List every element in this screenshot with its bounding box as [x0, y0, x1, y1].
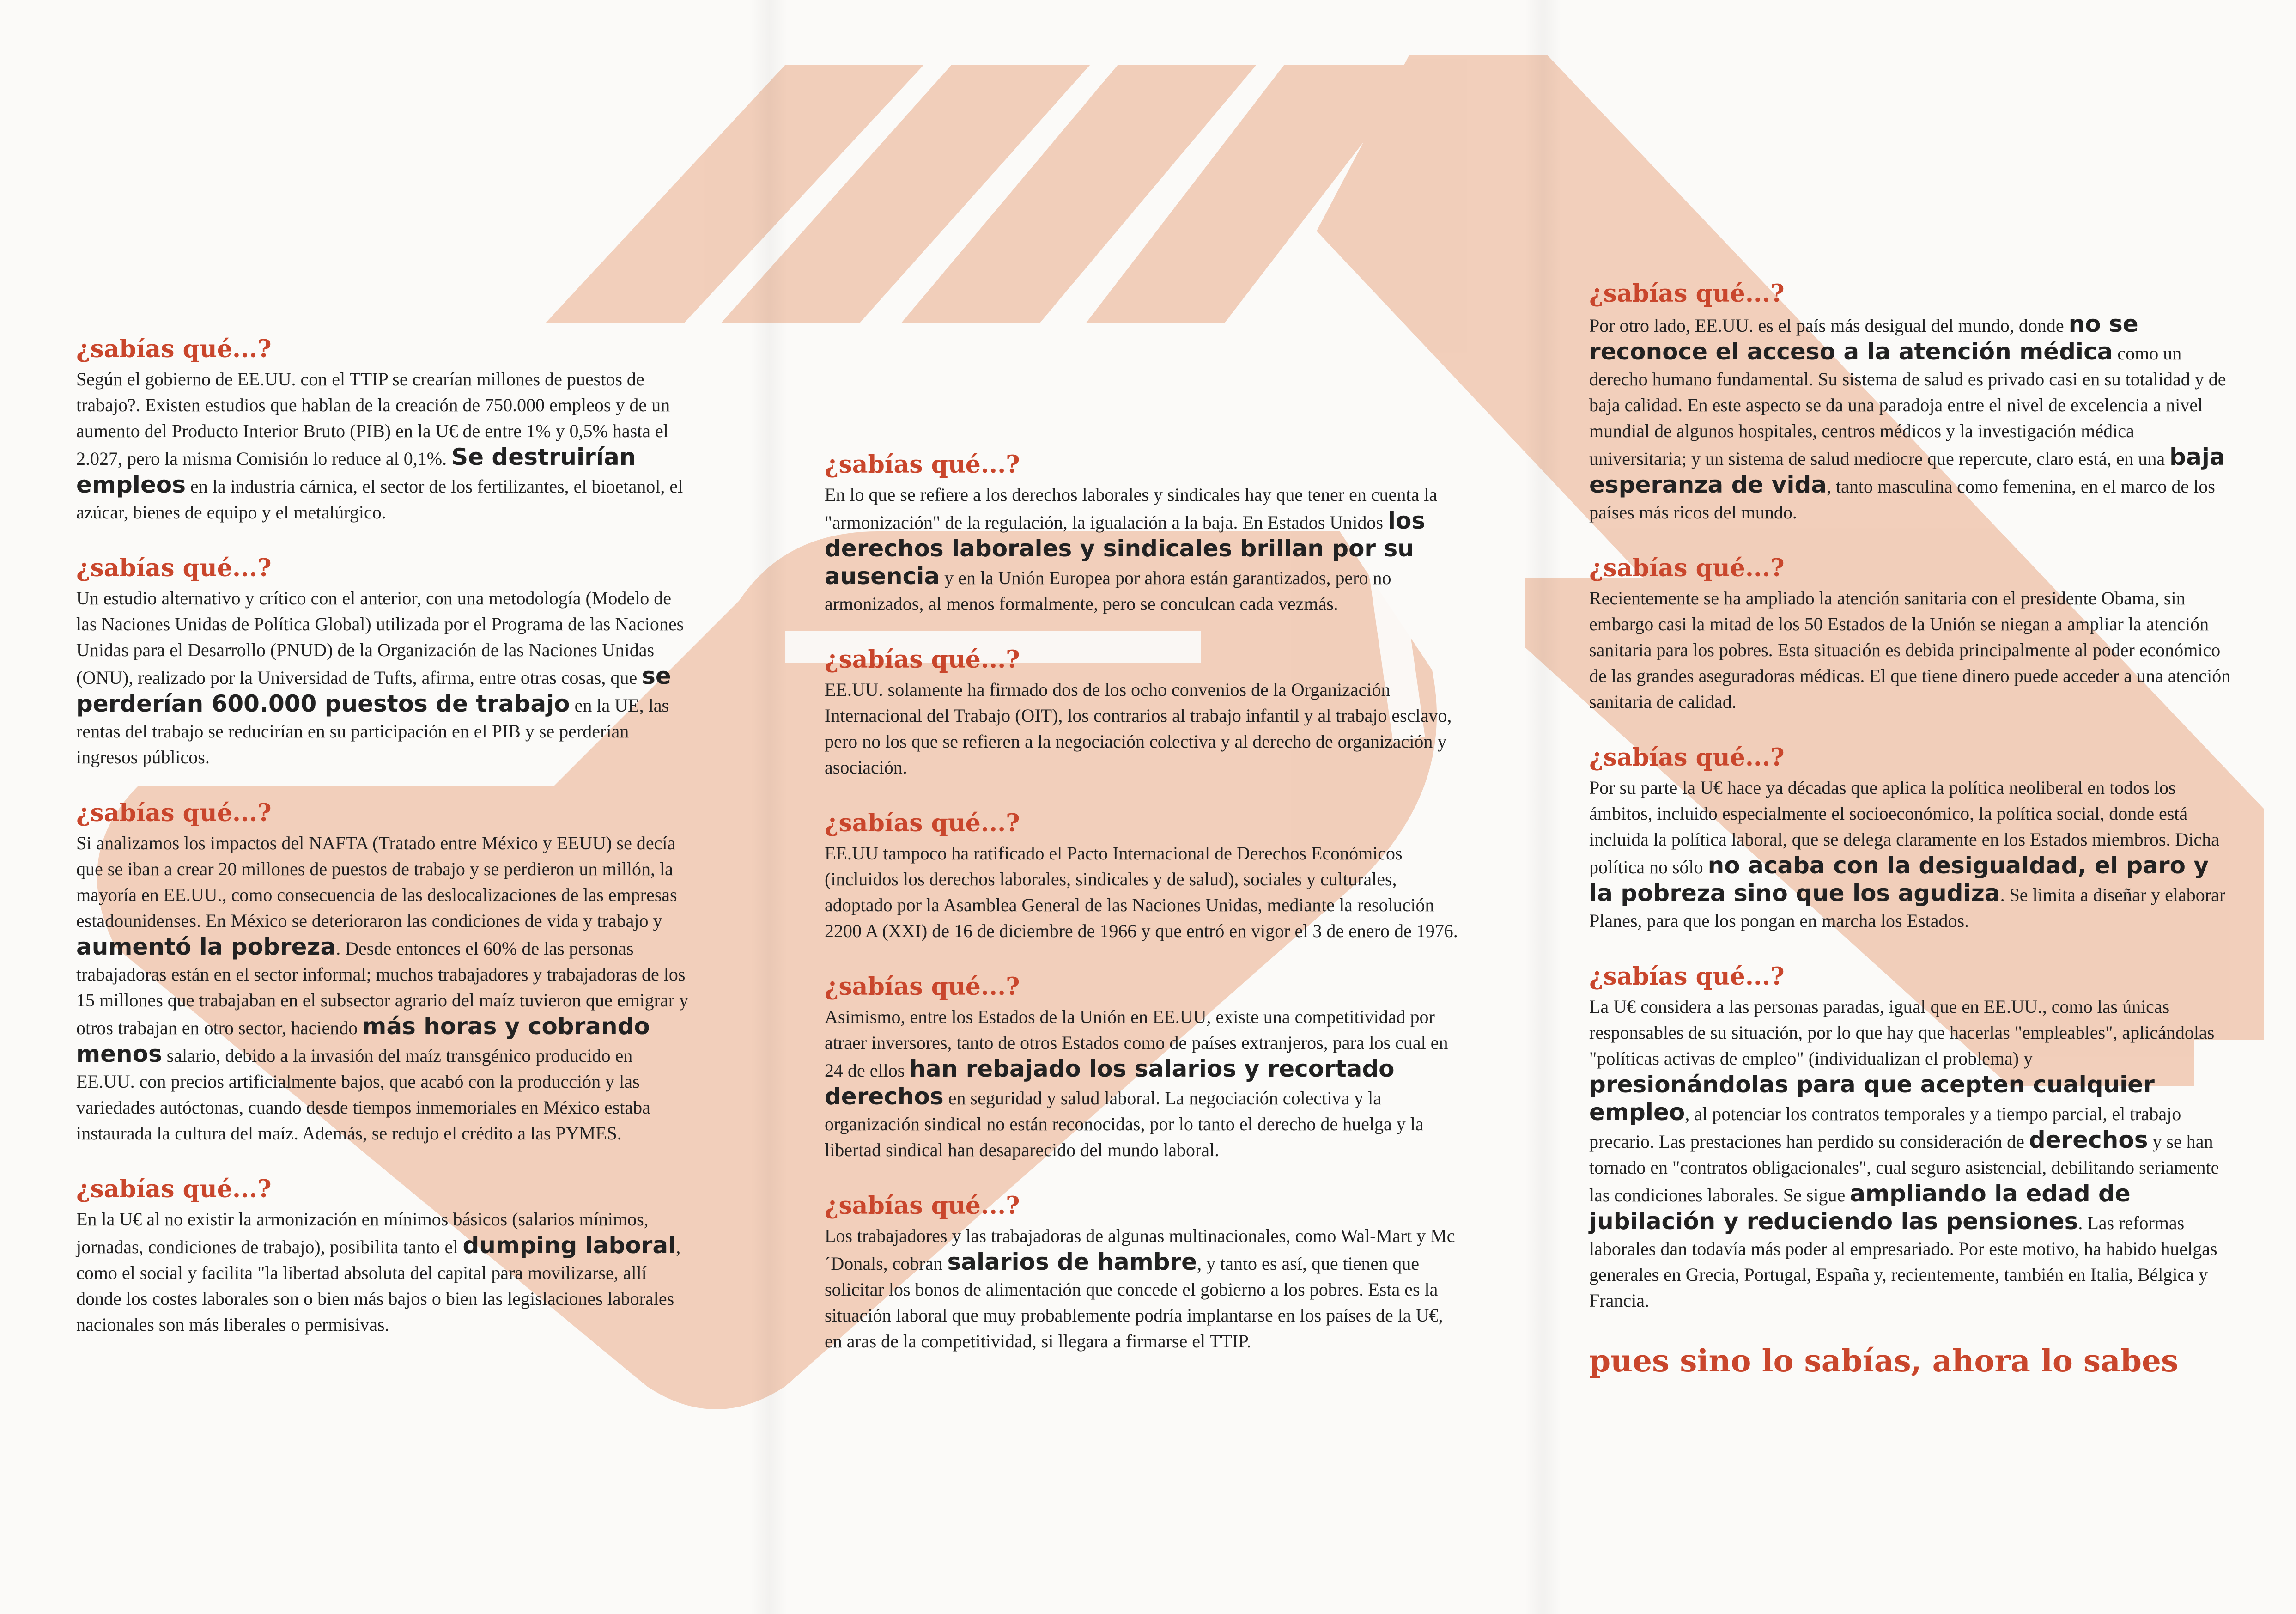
- body-text: EE.UU tampoco ha ratificado el Pacto Internacional de Derechos Económicos (incluidos los derechos laborales, sindicales y de salud), sociales y culturales, adoptado por la Asamblea General de las Naciones Unidas, mediante la resolución 2200 A (XXI) de 16 de diciembre de 1966 y que entró en vigor el 3 de enero de 1976.: [825, 843, 1458, 941]
- section-body: [825, 1004, 1462, 1163]
- body-text: salario, debido a la invasión del maíz transgénico producido en EE.UU. con precios artificialmente bajos, que acabó con la producción y las variedades autóctonas, cuando desde tiempos inmemoriales en México estaba instaurada la cultura del maíz. Además, se redujo el crédito a las PYMES.: [76, 1045, 650, 1144]
- section-heading: ¿sabías qué...?: [1589, 554, 1785, 582]
- body-text: en seguridad y salud laboral. La negociación colectiva y la organización sindical no están reconocidas, por lo tanto el derecho de huelga y la libertad sindical han desaparecido del mundo laboral.: [825, 1088, 1424, 1160]
- section-body: [76, 830, 691, 1146]
- fact-section: [1589, 962, 2231, 1314]
- section-heading: ¿sabías qué...?: [825, 451, 1020, 479]
- body-text: Un estudio alternativo y crítico con el anterior, con una metodología (Modelo de las Naciones Unidas de Política Global) utilizada por el Programa de las Naciones Unidas para el Desarrollo (PNUD) de la Organización de las Naciones Unidas (ONU), realizado por la Universidad de Tufts, afirma, entre otras cosas, que: [76, 588, 684, 688]
- body-text: Recientemente se ha ampliado la atención sanitaria con el presidente Obama, sin embargo casi la mitad de los 50 Estados de la Unión se niegan a ampliar la atención sanitaria para los pobres. Esta situación es debida principalmente al poder económico de las grandes aseguradoras médicas. El que tiene dinero puede acceder a una atención sanitaria de calidad.: [1589, 588, 2231, 712]
- section-body: [76, 585, 691, 770]
- emphasis-text: dumping laboral: [462, 1232, 676, 1259]
- body-text: En lo que se refiere a los derechos laborales y sindicales hay que tener en cuenta la "armonización" de la regulación, la igualación a la baja. En Estados Unidos: [825, 484, 1438, 533]
- section-heading: ¿sabías qué...?: [76, 554, 272, 582]
- section-body: [76, 1206, 691, 1338]
- section-body: [825, 1223, 1462, 1354]
- section-heading: ¿sabías qué...?: [1589, 962, 1785, 991]
- body-text: . Se limita a diseñar y elaborar Planes, para que los pongan en marcha los Estados.: [1589, 884, 2226, 931]
- section-heading: ¿sabías qué...?: [76, 799, 272, 827]
- fact-section: [825, 451, 1462, 617]
- fact-section: [76, 799, 691, 1146]
- section-body: [825, 677, 1462, 780]
- body-text: EE.UU. solamente ha firmado dos de los ocho convenios de la Organización Internacional del Trabajo (OIT), los contrarios al trabajo infantil y al trabajo esclavo, pero no los que se refieren a la negociación colectiva y al derecho de organización y asociación.: [825, 679, 1452, 778]
- body-text: Por otro lado, EE.UU. es el país más desigual del mundo, donde: [1589, 315, 2069, 336]
- fold-line-1: [751, 0, 788, 1614]
- body-text: . Desde entonces el 60% de las personas trabajadoras están en el sector informal; muchos trabajadores y trabajadoras de los 15 millones que trabajaban en el subsector agrario del maíz tuvieron que emigrar y otros trabajan en otro sector, haciendo: [76, 938, 689, 1038]
- fact-section: [76, 554, 691, 770]
- emphasis-text: Se destruirían empleos: [76, 444, 636, 498]
- body-text: no sólo: [1649, 857, 1708, 877]
- fact-section: [825, 646, 1462, 780]
- closing-slogan: pues sino lo sabías, ahora lo sabes: [1589, 1343, 2179, 1379]
- fact-section: [825, 809, 1462, 944]
- section-heading: ¿sabías qué...?: [825, 809, 1020, 837]
- emphasis-text: baja esperanza de vida: [1589, 444, 2225, 498]
- section-body: [76, 366, 691, 525]
- section-heading: ¿sabías qué...?: [825, 1192, 1020, 1220]
- section-body: [825, 482, 1462, 617]
- body-text: Asimismo, entre los Estados de la Unión en EE.UU, existe una competitividad por atraer inversores, tanto de otros Estados como de países extranjeros, para los cual en 24 de ellos: [825, 1006, 1448, 1081]
- emphasis-text: los derechos laborales y sindicales brillan por su ausencia: [825, 507, 1426, 590]
- body-text: , y tanto es así, que tienen que solicitar los bonos de alimentación que concede el gobierno a los pobres. Esta es la situación laboral que muy probablemente podría implantarse en los países de la U€, en aras de la competitividad, si llegara a firmarse el TTIP.: [825, 1253, 1443, 1352]
- emphasis-text: más horas y cobrando menos: [76, 1013, 650, 1067]
- emphasis-text: se perderían 600.000 puestos de trabajo: [76, 663, 671, 717]
- body-text: Por su parte la U€ hace ya décadas que aplica la política neoliberal en todos los ámbitos, incluido especialmente el socioeconómico, la política social, donde está incluida la política laboral, que se delega claramente en los Estados miembros. Dicha política: [1589, 777, 2219, 877]
- section-heading: ¿sabías qué...?: [825, 646, 1020, 674]
- body-text: En la U€ al no existir la armonización en mínimos básicos (salarios mínimos, jornadas, condiciones de trabajo), posibilita tanto el: [76, 1209, 649, 1257]
- section-body: [825, 840, 1462, 944]
- fact-section: [825, 973, 1462, 1163]
- body-text: Los trabajadores y las trabajadoras de algunas multinacionales, como Wal-Mart y Mc´Donals, cobran: [825, 1225, 1455, 1274]
- section-heading: ¿sabías qué...?: [76, 1175, 272, 1203]
- emphasis-text: ampliando la edad de jubilación y reduciendo las pensiones: [1589, 1180, 2131, 1235]
- emphasis-text: aumentó la pobreza: [76, 933, 336, 960]
- section-body: [1589, 585, 2231, 715]
- fact-section: [76, 1175, 691, 1338]
- section-body: [1589, 311, 2231, 525]
- body-text: Según el gobierno de EE.UU. con el TTIP se crearían millones de puestos de trabajo?. Existen estudios que hablan de la creación de 750.000 empleos y de un aumento del Producto Interior Bruto (PIB) en la U€ de entre 1% y 0,5% hasta el 2.027, pero la misma Comisión lo reduce al 0,1%.: [76, 369, 670, 469]
- right-column: [1589, 280, 2231, 1379]
- section-body: [1589, 994, 2231, 1314]
- emphasis-text: no acaba con la desigualdad, el paro y la pobreza sino que los agudiza: [1589, 852, 2209, 907]
- fold-line-2: [1525, 0, 1561, 1614]
- emphasis-text: salarios de hambre: [947, 1249, 1197, 1275]
- body-text: Si analizamos los impactos del NAFTA (Tratado entre México y EEUU) se decía que se iban a crear 20 millones de puestos de trabajo y se perdieron un millón, la mayoría en EE.UU., como consecuencia de las deslocalizaciones de las empresas estadounidenses. En México se deterioraron las condiciones de vida y trabajo y: [76, 833, 677, 931]
- body-text: y se han tornado en "contratos obligacionales", cual seguro asistencial, debilitando seriamente las condiciones laborales. Se sigue: [1589, 1131, 2219, 1206]
- body-text: , como el social y facilita "la libertad absoluta del capital para movilizarse, allí donde los costes laborales son o bien más bajos o bien las legislaciones laborales nacionales son más liberales o permisivas.: [76, 1236, 681, 1335]
- body-text: . Las reformas laborales dan todavía más poder al empresariado. Por este motivo, ha habido huelgas generales en Grecia, Portugal, España y, recientemente, también en Italia, Bélgica y Francia.: [1589, 1212, 2217, 1311]
- fact-section: [1589, 554, 2231, 715]
- section-body: [1589, 775, 2231, 934]
- fact-section: [1589, 280, 2231, 525]
- section-heading: ¿sabías qué...?: [1589, 743, 1785, 772]
- body-text: y en la Unión Europea por ahora están garantizados, pero no armonizados, al menos formalmente, pero se conculcan cada vezmás.: [825, 567, 1391, 614]
- body-text: como un derecho humano fundamental. Su sistema de salud es privado casi en su totalidad y de baja calidad. En este aspecto se da una paradoja entre el nivel de excelencia a nivel mundial de algunos hospitales, centros médicos y la investigación médica universitaria; y un sistema de salud mediocre que repercute, claro está, en una: [1589, 343, 2226, 469]
- section-heading: ¿sabías qué...?: [1589, 280, 1785, 308]
- middle-column: [825, 451, 1462, 1383]
- left-column: [76, 335, 691, 1366]
- emphasis-text: no se reconoce el acceso a la atención médica: [1589, 311, 2138, 365]
- section-heading: ¿sabías qué...?: [825, 973, 1020, 1001]
- fact-section: [76, 335, 691, 525]
- section-heading: ¿sabías qué...?: [76, 335, 272, 363]
- emphasis-text: presionándolas para que acepten cualquier empleo: [1589, 1071, 2155, 1126]
- body-text: en la UE, las rentas del trabajo se reducirían en su participación en el PIB y se perderían ingresos públicos.: [76, 695, 669, 767]
- fact-section: [1589, 743, 2231, 934]
- body-text: , al potenciar los contratos temporales y a tiempo parcial, el trabajo precario. Las prestaciones han perdido su consideración de: [1589, 1103, 2181, 1152]
- body-text: La U€ considera a las personas paradas, igual que en EE.UU., como las únicas responsables de su situación, por lo que hay que hacerlas "empleables", aplicándolas "políticas activas de empleo" (individualizan el problema) y: [1589, 996, 2215, 1069]
- fact-section: [825, 1192, 1462, 1354]
- body-text: , tanto masculina como femenina, en el marco de los países más ricos del mundo.: [1589, 476, 2215, 523]
- emphasis-text: han rebajado los salarios y recortado derechos: [825, 1055, 1395, 1110]
- emphasis-text: derechos: [2029, 1127, 2148, 1153]
- body-text: en la industria cárnica, el sector de los fertilizantes, el bioetanol, el azúcar, bienes de equipo y el metalúrgico.: [76, 476, 683, 523]
